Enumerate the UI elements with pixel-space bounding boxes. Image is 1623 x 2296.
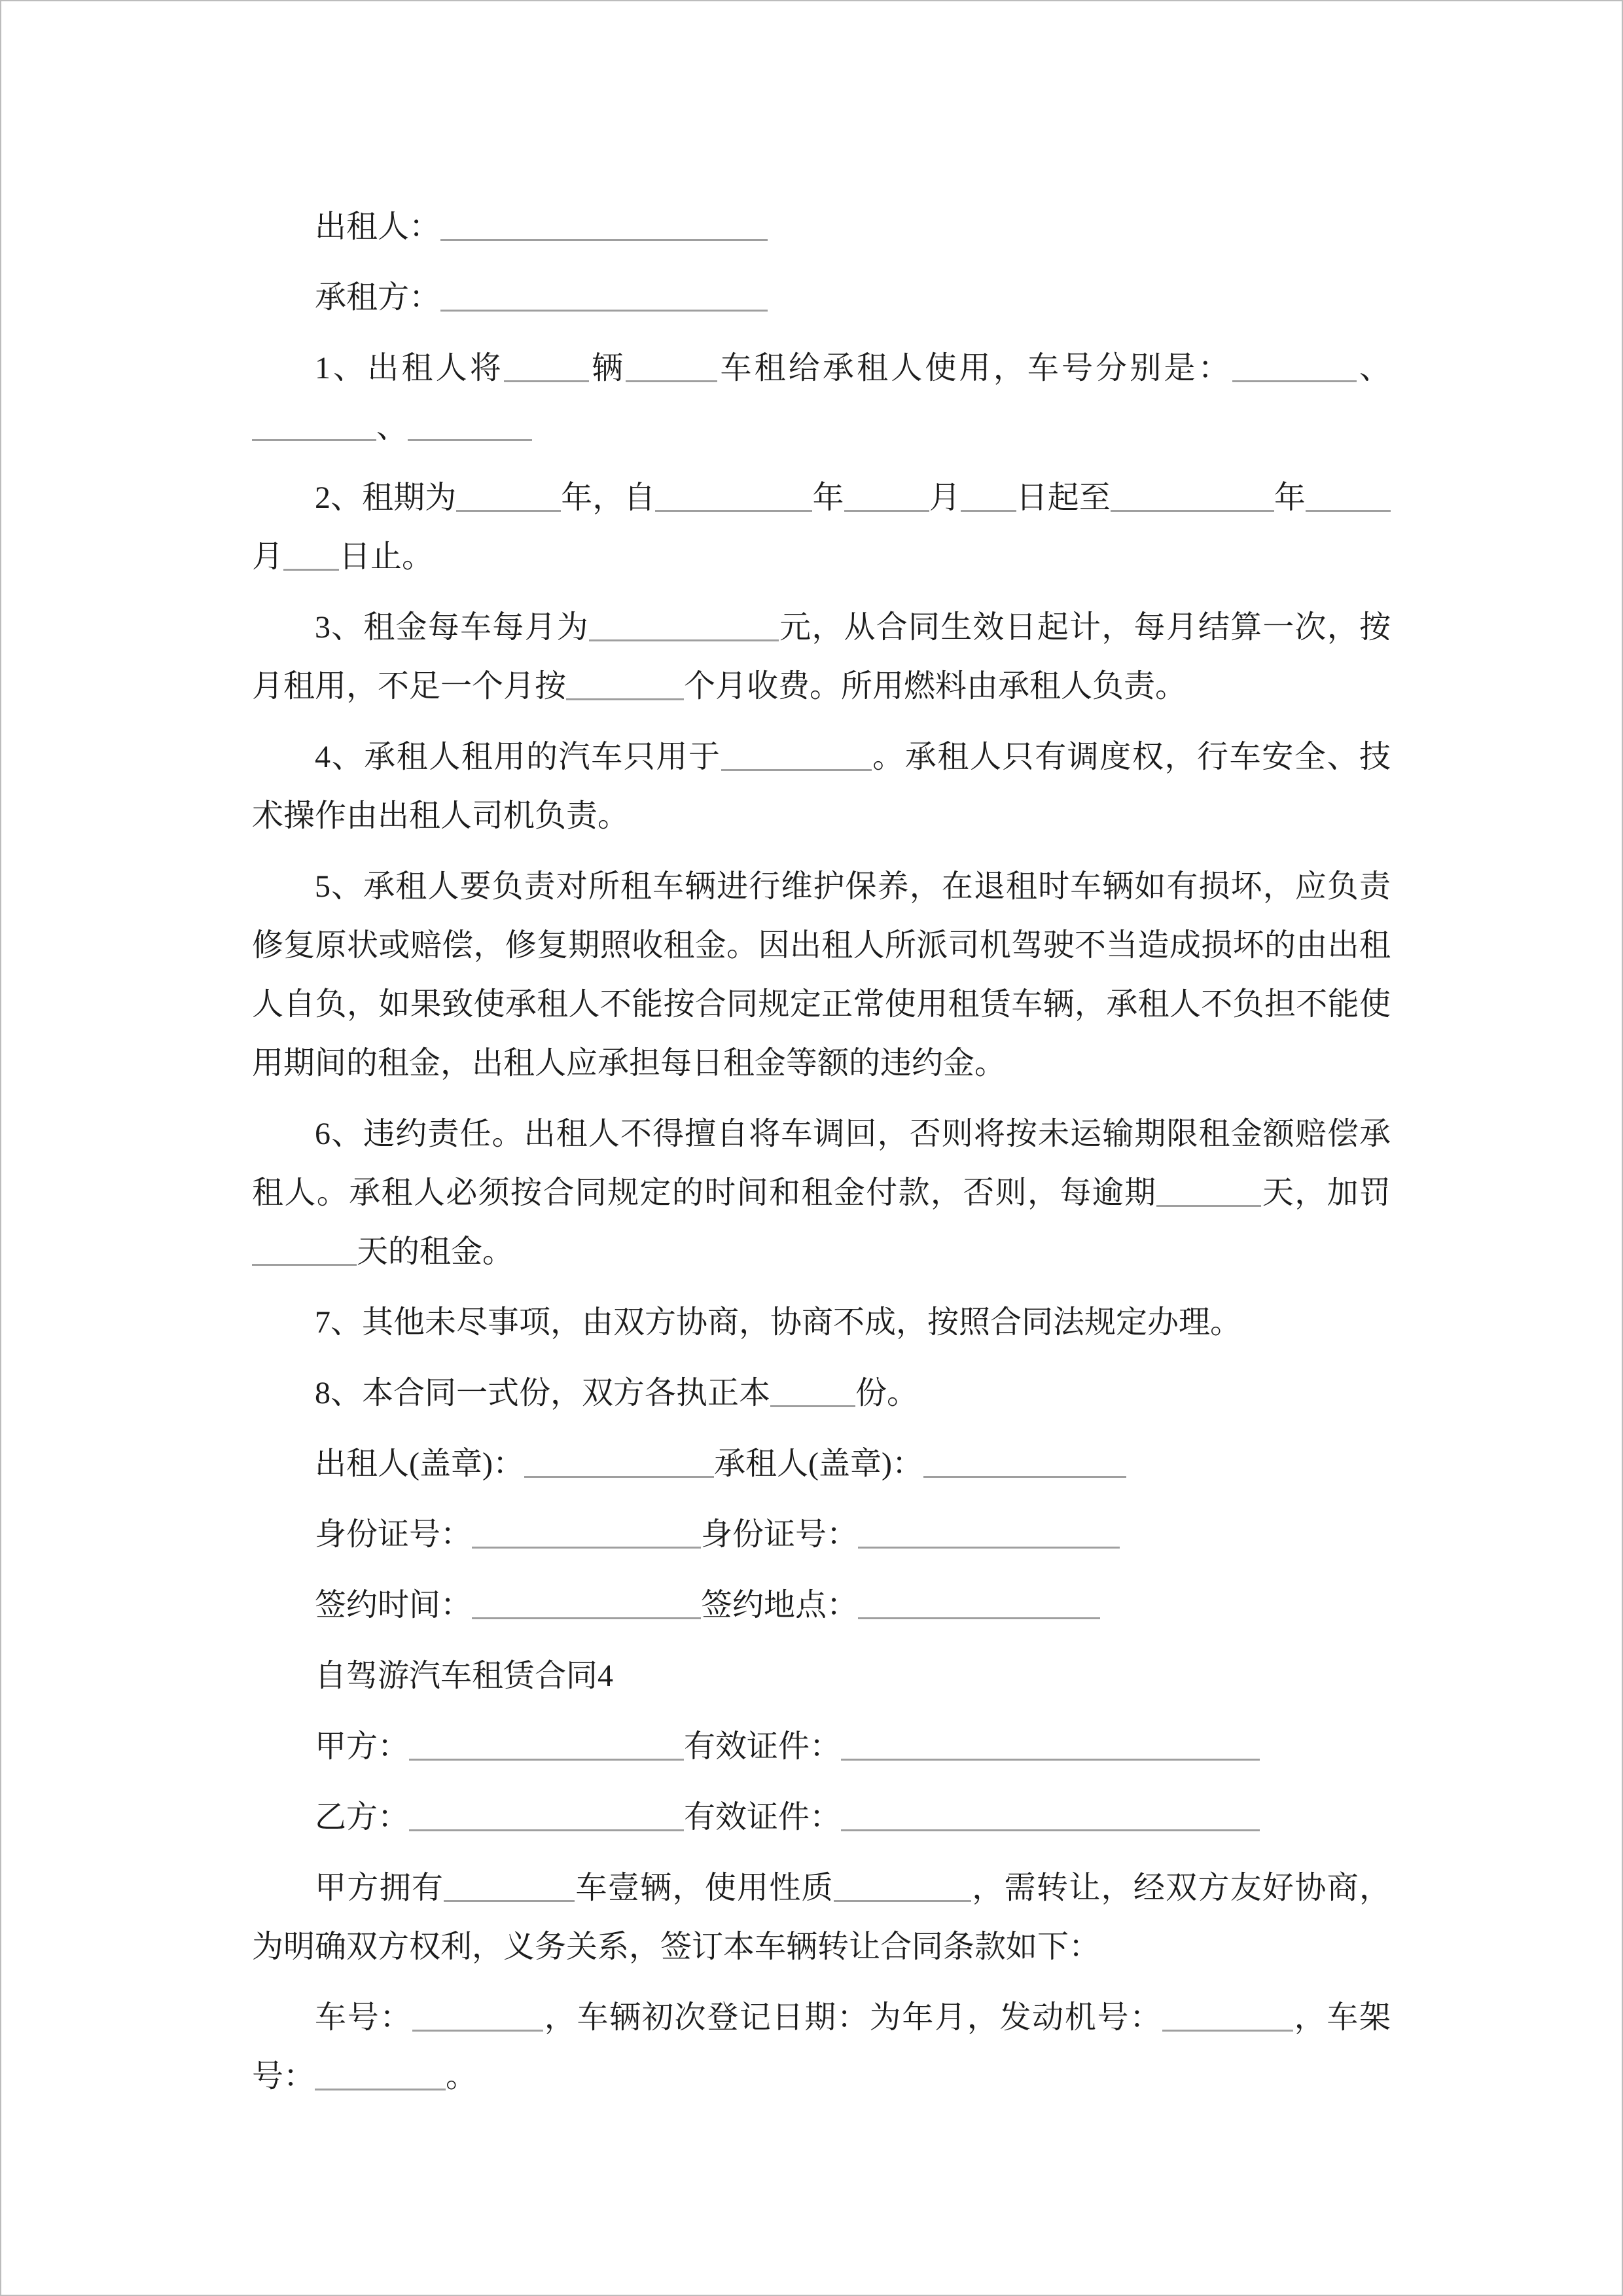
blank-field: [655, 503, 812, 512]
text-run: 年，自: [561, 480, 656, 515]
text-run: ，需转让，经双方友好协商，为明确双方权利，义务关系，签订本车辆转让合同条款如下：: [252, 1871, 1391, 1964]
blank-field: [589, 633, 779, 641]
text-run: 日止。: [339, 539, 434, 574]
text-run: 车壹辆，使用性质: [575, 1871, 834, 1905]
blank-field: [524, 1469, 714, 1478]
text-run: 元，从合同生效日起计，每月结算一次，按月租用，不足一个月按: [252, 610, 1391, 704]
text-run: 。承租人只有调度权，行车安全、技术操作由出租人司机负责。: [252, 740, 1391, 833]
text-run: 8、本合同一式份，双方各执正本: [315, 1376, 771, 1410]
blank-field: [252, 433, 376, 441]
blank-field: [961, 503, 1016, 512]
text-run: 日起至: [1016, 480, 1111, 515]
text-run: 个月收费。所用燃料由承租人负责。: [684, 669, 1187, 704]
text-run: 辆: [588, 351, 626, 386]
paragraph: [252, 1859, 1391, 1977]
text-run: 份。: [855, 1376, 919, 1410]
paragraph: [252, 598, 1391, 716]
text-run: 6、违约责任。出租人不得擅自将车调回，否则将按未运输期限租金额赔偿承租人。承租人必须按合同规定的时间和租金付款，否则，每逾期: [252, 1117, 1391, 1210]
blank-field: [1232, 374, 1357, 382]
text-run: 自驾游汽车租赁合同4: [315, 1659, 614, 1693]
blank-field: [472, 1611, 701, 1619]
text-run: 月: [929, 480, 961, 515]
text-run: 甲方：: [315, 1729, 410, 1764]
text-run: 身份证号：: [701, 1517, 859, 1552]
blank-field: [504, 374, 589, 382]
text-run: 有效证件：: [684, 1800, 842, 1835]
blank-field: [858, 1540, 1120, 1549]
paragraph: [252, 1788, 1391, 1847]
blank-field: [841, 1823, 1260, 1831]
text-run: 签约地点：: [701, 1588, 859, 1623]
paragraph: [252, 1505, 1391, 1564]
blank-field: [770, 1399, 855, 1407]
blank-field: [315, 2082, 446, 2090]
paragraph: [252, 268, 1391, 327]
text-run: 签约时间：: [315, 1588, 473, 1623]
text-run: 出租人(盖章)：: [315, 1446, 524, 1481]
text-run: 2、租期为: [315, 480, 457, 515]
text-run: 天，加罚: [1261, 1175, 1391, 1210]
blank-field: [721, 762, 872, 771]
blank-field: [923, 1469, 1126, 1478]
blank-field: [283, 562, 339, 571]
blank-field: [1156, 1198, 1261, 1207]
paragraph: [252, 469, 1391, 586]
text-run: 3、租金每车每月为: [315, 610, 589, 645]
blank-field: [444, 1893, 575, 1902]
blank-field: [1111, 503, 1274, 512]
blank-field: [408, 433, 532, 441]
paragraph: [252, 198, 1391, 257]
paragraph: [252, 1293, 1391, 1352]
text-run: 。: [446, 2059, 478, 2094]
paragraph: [252, 1105, 1391, 1282]
blank-field: [834, 1893, 971, 1902]
text-run: 年: [1274, 480, 1306, 515]
text-run: 车号：: [315, 2000, 413, 2035]
text-run: 、: [1356, 351, 1391, 386]
text-run: 、: [376, 410, 408, 444]
text-run: 天的租金。: [357, 1234, 514, 1269]
blank-field: [1306, 503, 1391, 512]
blank-field: [472, 1540, 701, 1549]
document-content: [252, 198, 1391, 2118]
text-run: 承租方：: [315, 280, 441, 315]
paragraph: [252, 1576, 1391, 1635]
text-run: 乙方：: [315, 1800, 410, 1835]
paragraph: [252, 728, 1391, 846]
text-run: 4、承租人租用的汽车只用于: [315, 740, 721, 774]
text-run: 7、其他未尽事项，由双方协商，协商不成，按照合同法规定办理。: [315, 1305, 1242, 1340]
text-run: 有效证件：: [684, 1729, 842, 1764]
text-run: 年: [812, 480, 844, 515]
text-run: 身份证号：: [315, 1517, 473, 1552]
paragraph: [252, 1364, 1391, 1423]
blank-field: [626, 374, 717, 382]
text-run: 1、出租人将: [315, 351, 504, 386]
text-run: 5、承租人要负责对所租车辆进行维护保养，在退租时车辆如有损坏，应负责修复原状或赔偿，修复期照收租金。因出租人所派司机驾驶不当造成损坏的由出租人自负，如果致使承租人不能按合同规定正常使用租赁车辆，承租人不负担不能使用期间的租金，出租人应承担每日租金等额的违约金。: [252, 869, 1391, 1081]
text-run: ，车辆初次登记日期：为年月，发动机号：: [543, 2000, 1162, 2035]
section-title: [252, 1647, 1391, 1706]
text-run: 月: [252, 539, 284, 574]
blank-field: [566, 692, 684, 700]
blank-field: [252, 1257, 357, 1266]
blank-field: [440, 232, 768, 241]
paragraph: [252, 1988, 1391, 2106]
text-run: 车租给承租人使用，车号分别是：: [717, 351, 1232, 386]
blank-field: [844, 503, 929, 512]
blank-field: [456, 503, 561, 512]
paragraph: [252, 1717, 1391, 1776]
blank-field: [1162, 2023, 1293, 2032]
paragraph: [252, 857, 1391, 1093]
blank-field: [440, 303, 768, 312]
blank-field: [412, 2023, 543, 2032]
blank-field: [409, 1823, 684, 1831]
blank-field: [841, 1752, 1260, 1761]
blank-field: [858, 1611, 1100, 1619]
blank-field: [409, 1752, 684, 1761]
text-run: 出租人：: [315, 209, 441, 244]
paragraph: [252, 339, 1391, 457]
text-run: 承租人(盖章)：: [713, 1446, 923, 1481]
text-run: 甲方拥有: [315, 1871, 444, 1905]
text-run: ，车架号：: [252, 2000, 1391, 2094]
paragraph: [252, 1435, 1391, 1494]
